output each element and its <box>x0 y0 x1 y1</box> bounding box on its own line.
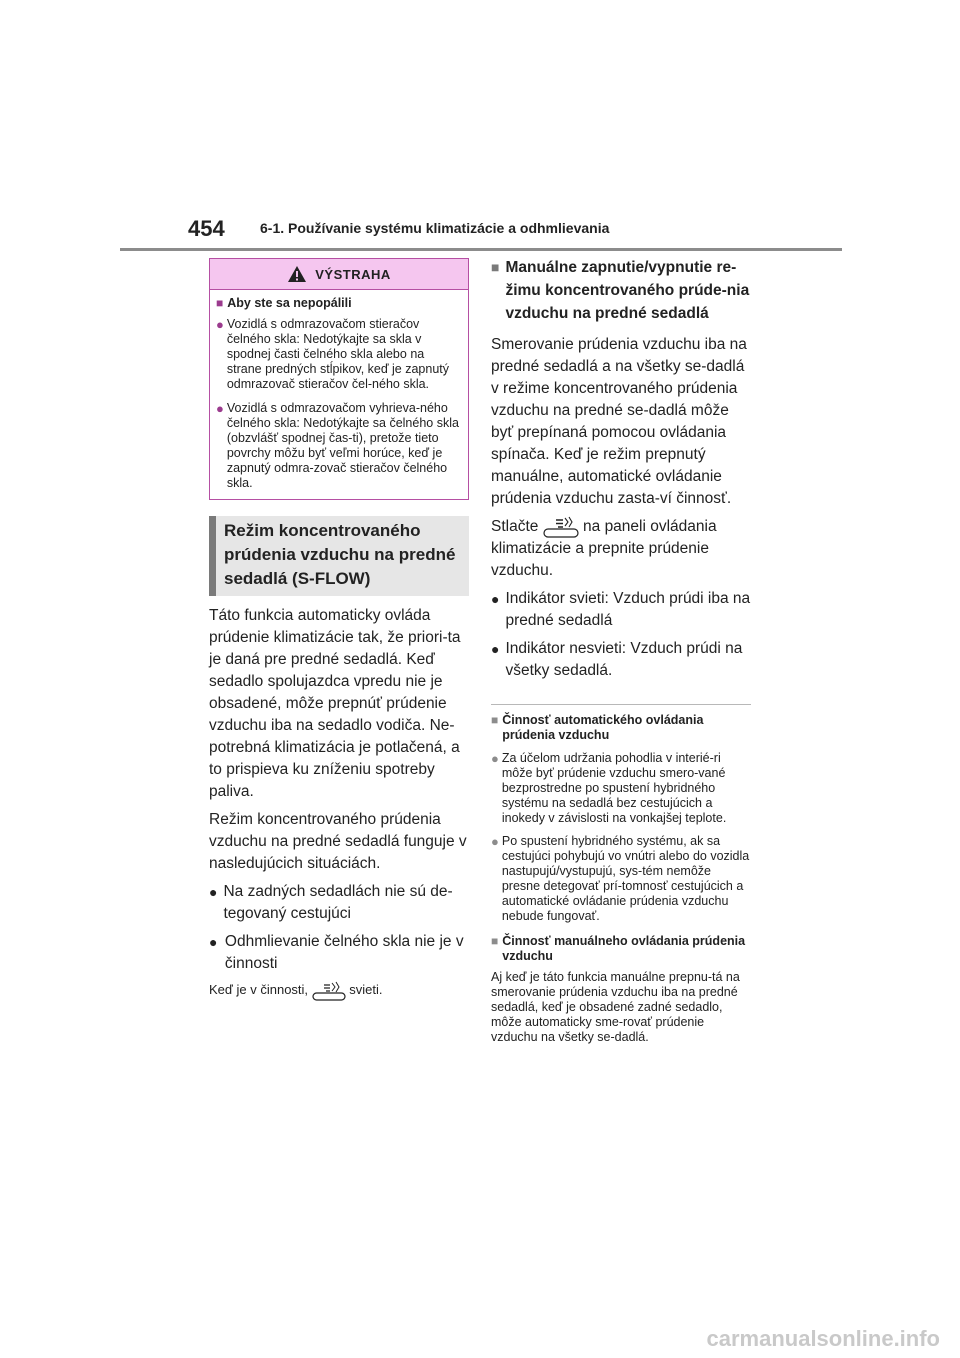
indicator-note <box>209 981 469 1001</box>
bullet-icon: ● <box>209 934 218 950</box>
list-item-text: Indikátor svieti: Vzduch prúdi iba na predné sedadlá <box>505 590 751 629</box>
s-flow-button-icon <box>543 516 579 538</box>
square-bullet-icon: ■ <box>216 296 224 310</box>
paragraph: Smerovanie prúdenia vzduchu iba na predné sedadlá a na všetky se-dadlá v režime koncentrovaného prúdenia vzduchu na predné se-dadlá môže byť prepínaná pomocou ovládania spínača. Keď je režim prepnutý manuálne, automatické ovládanie prúdenia vzduchu zasta-ví činnosť. <box>491 336 747 507</box>
bullet-icon: ● <box>491 641 500 657</box>
page-header <box>120 214 842 251</box>
section-title: Režim koncentrovaného prúdenia vzduchu na predné sedadlá (S-FLOW) <box>224 521 456 588</box>
warning-header <box>210 259 468 290</box>
bullet-icon: ● <box>491 591 500 607</box>
circle-bullet-icon: ● <box>216 317 224 332</box>
subsection-heading-text: Manuálne zapnutie/vypnutie re-žimu koncentrovaného prúde-nia vzduchu na predné sedadlá <box>505 259 750 322</box>
paragraph <box>491 516 751 582</box>
list-item <box>209 881 469 925</box>
warning-item-text: Vozidlá s odmrazovačom stieračov čelného skla: Nedotýkajte sa skla v spodnej časti čelného skla alebo na strane predných stĺpikov, keď je zapnutý odmrazovač stieračov čel-ného skla. <box>226 317 450 391</box>
note-item <box>491 834 751 924</box>
warning-triangle-icon <box>287 265 307 283</box>
list-item-text: Na zadných sedadlách nie sú de-tegovaný cestujúci <box>223 883 453 922</box>
list-item <box>491 638 751 682</box>
note-item <box>491 751 751 826</box>
square-bullet-icon: ■ <box>491 934 499 948</box>
page-number: 454 <box>188 216 225 241</box>
left-column <box>209 258 469 1001</box>
warning-title: VÝSTRAHA <box>315 266 391 282</box>
right-column <box>491 256 751 1045</box>
list-item-text: Odhmlievanie čelného skla nie je v činnosti <box>224 933 464 972</box>
paragraph: Táto funkcia automaticky ovláda prúdenie klimatizácie tak, že priori-ta je daná pre predné sedadlá. Keď sedadlo spolujazdca vpredu nie je obsadené, môže prepnúť prúdenie vzduchu iba na sedadlo vodiča. Ne-potrebná klimatizácia je potlačená, a to prispieva ku zníženiu spotreby paliva. <box>209 607 461 800</box>
watermark: carmanualsonline.info <box>706 1326 940 1351</box>
note-item-text: Po spustení hybridného systému, ak sa cestujúci pohybujú vo vnútri alebo do vozidla nastupujú/vystupujú, sys-tém nemôže presne detegovať prí-tomnosť cestujúcich a automatické ovládanie prúdenia vzduchu nebude fungovať. <box>501 834 750 923</box>
list-item <box>491 588 751 632</box>
warning-heading <box>216 296 462 311</box>
circle-bullet-icon: ● <box>491 751 499 766</box>
paragraph-text: na paneli ovládania klimatizácie a prepnite prúdenie vzduchu. <box>491 518 717 579</box>
note-text: svieti. <box>349 982 383 997</box>
list-item-text: Indikátor nesvieti: Vzduch prúdi na všetky sedadlá. <box>505 640 743 679</box>
note-heading-text: Činnosť manuálneho ovládania prúdenia vzduchu <box>502 934 746 963</box>
note-heading <box>491 713 751 743</box>
circle-bullet-icon: ● <box>491 834 499 849</box>
bullet-icon: ● <box>209 884 218 900</box>
section-heading-box <box>209 516 469 596</box>
paragraph-text: Stlačte <box>491 518 539 535</box>
note-heading-text: Činnosť automatického ovládania prúdenia vzduchu <box>502 713 704 742</box>
subsection-heading <box>491 256 751 325</box>
warning-heading-text: Aby ste sa nepopálili <box>227 296 352 310</box>
warning-box <box>209 258 469 500</box>
s-flow-indicator-icon <box>312 981 346 1001</box>
note-paragraph: Aj keď je táto funkcia manuálne prepnu-tá na smerovanie prúdenia vzduchu iba na predné sedadlá, keď je obsadené zadné sedadlo, môže automaticky sme-rovať prúdenie vzduchu na všetky se-dadlá. <box>491 970 740 1044</box>
square-bullet-icon: ■ <box>491 259 500 275</box>
paragraph: Režim koncentrovaného prúdenia vzduchu na predné sedadlá funguje v nasledujúcich situáciách. <box>209 811 467 872</box>
note-item-text: Za účelom udržania pohodlia v interié-ri môže byť prúdenie vzduchu smero-vané bezprostredne po spustení hybridného systému na sedadlá bez cestujúcich a inokedy v závislosti na vonkajšej teplote. <box>501 751 727 825</box>
warning-item <box>216 317 462 392</box>
divider <box>491 704 751 705</box>
square-bullet-icon: ■ <box>491 713 499 727</box>
warning-body <box>210 290 468 499</box>
note-text: Keď je v činnosti, <box>209 982 309 997</box>
chapter-title: 6-1. Používanie systému klimatizácie a odhmlievania <box>260 220 610 236</box>
note-heading <box>491 934 751 964</box>
warning-item-text: Vozidlá s odmrazovačom vyhrieva-ného čelného skla: Nedotýkajte sa čelného skla (obzvlášť spodnej čas-ti), pretože tieto povrchy môžu byť veľmi horúce, keď je zapnutý odmra-zovač stieračov čelného skla. <box>226 401 459 490</box>
list-item <box>209 931 469 975</box>
circle-bullet-icon: ● <box>216 401 224 416</box>
warning-item <box>216 401 462 491</box>
